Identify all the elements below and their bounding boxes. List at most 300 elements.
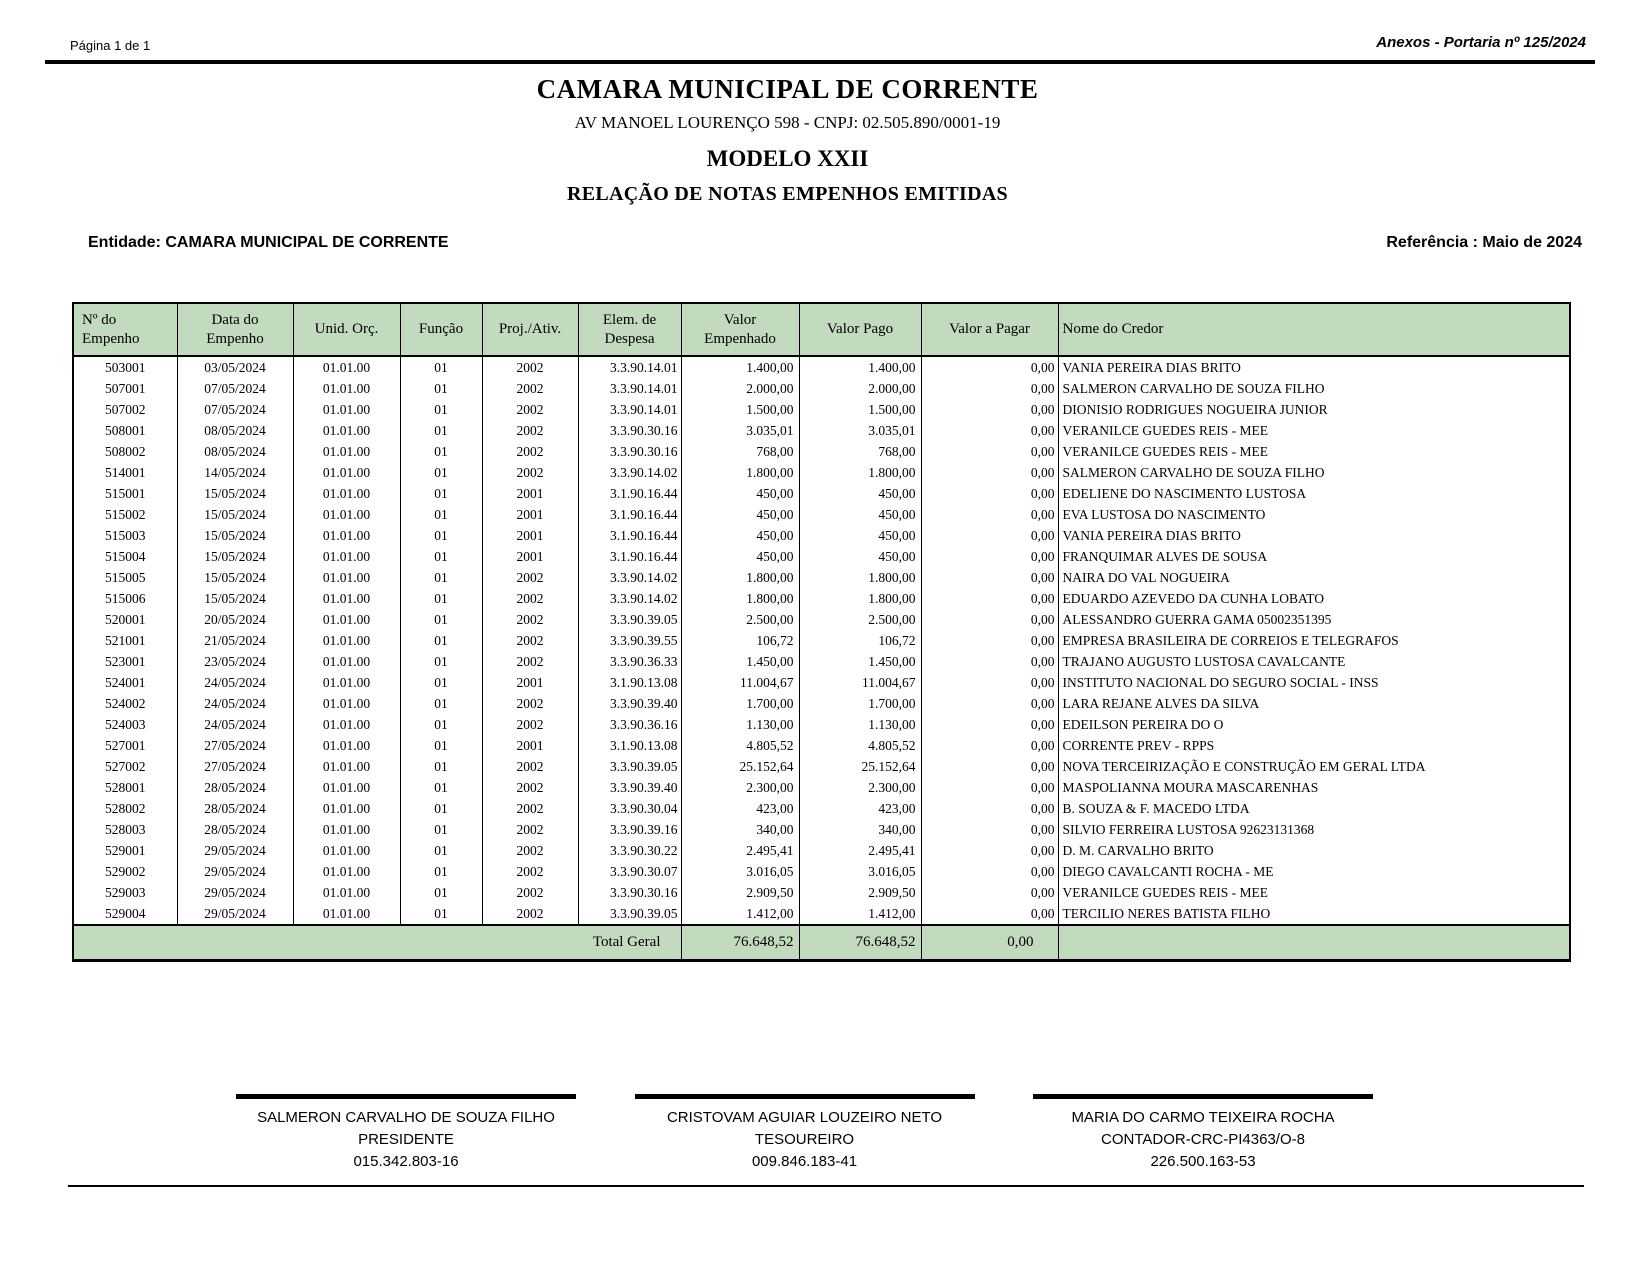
table-cell: 515003 (73, 525, 177, 546)
table-cell: 01 (400, 504, 482, 525)
table-cell: 106,72 (799, 630, 921, 651)
title-block (45, 74, 1530, 206)
table-cell: 0,00 (921, 504, 1058, 525)
table-cell: 515005 (73, 567, 177, 588)
table-cell: 3.3.90.14.01 (578, 356, 681, 378)
table-cell: 01.01.00 (293, 441, 400, 462)
table-cell: 2002 (482, 462, 578, 483)
table-cell: 25.152,64 (681, 756, 799, 777)
page-indicator: Página 1 de 1 (70, 38, 151, 53)
table-cell: 528001 (73, 777, 177, 798)
table-cell: 0,00 (921, 420, 1058, 441)
table-cell: 01 (400, 798, 482, 819)
table-cell: VERANILCE GUEDES REIS - MEE (1058, 420, 1570, 441)
table-cell: EDEILSON PEREIRA DO O (1058, 714, 1570, 735)
table-cell: 514001 (73, 462, 177, 483)
table-cell: 11.004,67 (681, 672, 799, 693)
table-cell: 21/05/2024 (177, 630, 293, 651)
signatory-name: MARIA DO CARMO TEIXEIRA ROCHA (1071, 1109, 1335, 1126)
table-cell: 01.01.00 (293, 356, 400, 378)
footer-rule (68, 1185, 1584, 1187)
table-row (73, 672, 1570, 693)
table-cell: VERANILCE GUEDES REIS - MEE (1058, 441, 1570, 462)
table-cell: 450,00 (799, 525, 921, 546)
table-row (73, 399, 1570, 420)
table-cell: 1.800,00 (681, 588, 799, 609)
table-cell: 2002 (482, 903, 578, 925)
table-cell: 423,00 (799, 798, 921, 819)
table-cell: 01.01.00 (293, 399, 400, 420)
table-cell: DIEGO CAVALCANTI ROCHA - ME (1058, 861, 1570, 882)
table-cell: 01 (400, 588, 482, 609)
table-cell: 01 (400, 462, 482, 483)
table-cell: 24/05/2024 (177, 693, 293, 714)
table-cell: 01 (400, 525, 482, 546)
table-row (73, 861, 1570, 882)
table-cell: 27/05/2024 (177, 735, 293, 756)
table-cell: 450,00 (799, 483, 921, 504)
table-cell: 2.300,00 (799, 777, 921, 798)
table-cell: 01.01.00 (293, 630, 400, 651)
table-cell: 3.3.90.14.02 (578, 567, 681, 588)
table-row (73, 651, 1570, 672)
table-cell: FRANQUIMAR ALVES DE SOUSA (1058, 546, 1570, 567)
table-cell: 2002 (482, 798, 578, 819)
total-valor-pago: 76.648,52 (799, 925, 921, 961)
table-cell: 15/05/2024 (177, 525, 293, 546)
table-cell: 01.01.00 (293, 777, 400, 798)
table-cell: 2002 (482, 693, 578, 714)
table-cell: 0,00 (921, 735, 1058, 756)
table-cell: 2.500,00 (799, 609, 921, 630)
column-header: Data do Empenho (177, 303, 293, 356)
table-cell: 01.01.00 (293, 525, 400, 546)
table-cell: 3.3.90.14.01 (578, 378, 681, 399)
column-header: Unid. Orç. (293, 303, 400, 356)
table-cell: 24/05/2024 (177, 714, 293, 735)
table-cell: 01 (400, 861, 482, 882)
table-cell: 2002 (482, 651, 578, 672)
signatory-id: 226.500.163-53 (1150, 1153, 1256, 1170)
table-row (73, 714, 1570, 735)
table-cell: 3.1.90.16.44 (578, 483, 681, 504)
table-cell: 01 (400, 630, 482, 651)
table-cell: 2002 (482, 861, 578, 882)
table-cell: 01 (400, 735, 482, 756)
table-cell: 0,00 (921, 861, 1058, 882)
table-cell: 29/05/2024 (177, 840, 293, 861)
signature-line (236, 1094, 576, 1099)
table-cell: 01 (400, 356, 482, 378)
table-cell: 450,00 (681, 525, 799, 546)
table-cell: 01.01.00 (293, 693, 400, 714)
table-cell: 01.01.00 (293, 378, 400, 399)
table-cell: 520001 (73, 609, 177, 630)
table-cell: 08/05/2024 (177, 420, 293, 441)
address-line: AV MANOEL LOURENÇO 598 - CNPJ: 02.505.890/0001-19 (574, 113, 1001, 132)
table-cell: 515004 (73, 546, 177, 567)
table-cell: 01.01.00 (293, 714, 400, 735)
table-cell: 3.3.90.14.02 (578, 462, 681, 483)
table-cell: 2002 (482, 777, 578, 798)
table-cell: D. M. CARVALHO BRITO (1058, 840, 1570, 861)
table-cell: EMPRESA BRASILEIRA DE CORREIOS E TELEGRAFOS (1058, 630, 1570, 651)
table-cell: 01 (400, 483, 482, 504)
table-cell: 01 (400, 672, 482, 693)
table-cell: 03/05/2024 (177, 356, 293, 378)
table-cell: 3.3.90.36.16 (578, 714, 681, 735)
table-cell: 2001 (482, 483, 578, 504)
table-cell: 0,00 (921, 441, 1058, 462)
total-valor-empenhado: 76.648,52 (681, 925, 799, 961)
table-cell: 528003 (73, 819, 177, 840)
table-cell: 0,00 (921, 630, 1058, 651)
table-cell: 0,00 (921, 672, 1058, 693)
header-rule (45, 60, 1595, 64)
table-cell: 529003 (73, 882, 177, 903)
table-cell: 507002 (73, 399, 177, 420)
table-cell: 3.3.90.39.16 (578, 819, 681, 840)
table-cell: DIONISIO RODRIGUES NOGUEIRA JUNIOR (1058, 399, 1570, 420)
table-cell: 3.3.90.39.05 (578, 903, 681, 925)
table-cell: VANIA PEREIRA DIAS BRITO (1058, 356, 1570, 378)
signatures-row (236, 1094, 1373, 1173)
table-row (73, 525, 1570, 546)
table-cell: 2002 (482, 756, 578, 777)
table-cell: 2.300,00 (681, 777, 799, 798)
table-cell: 515001 (73, 483, 177, 504)
table-cell: 1.130,00 (681, 714, 799, 735)
table-cell: 515006 (73, 588, 177, 609)
table-cell: 24/05/2024 (177, 672, 293, 693)
table-cell: 3.3.90.30.16 (578, 441, 681, 462)
table-cell: 524003 (73, 714, 177, 735)
table-cell: 524001 (73, 672, 177, 693)
column-header: Proj./Ativ. (482, 303, 578, 356)
table-cell: 2002 (482, 567, 578, 588)
table-cell: 2001 (482, 525, 578, 546)
table-cell: 01.01.00 (293, 861, 400, 882)
table-cell: 508002 (73, 441, 177, 462)
table-cell: 3.3.90.30.07 (578, 861, 681, 882)
total-empty-cell (1058, 925, 1570, 961)
column-header: Nome do Credor (1058, 303, 1570, 356)
table-cell: 2002 (482, 882, 578, 903)
table-cell: 2.000,00 (799, 378, 921, 399)
table-cell: 2.909,50 (799, 882, 921, 903)
table-cell: 15/05/2024 (177, 588, 293, 609)
table-row (73, 798, 1570, 819)
table-cell: 20/05/2024 (177, 609, 293, 630)
table-cell: 2001 (482, 504, 578, 525)
table-row (73, 630, 1570, 651)
table-cell: 1.412,00 (799, 903, 921, 925)
table-cell: 1.450,00 (681, 651, 799, 672)
table-cell: 3.3.90.39.05 (578, 756, 681, 777)
table-cell: 01.01.00 (293, 735, 400, 756)
table-cell: 01.01.00 (293, 504, 400, 525)
table-cell: 1.800,00 (799, 588, 921, 609)
table-cell: EDELIENE DO NASCIMENTO LUSTOSA (1058, 483, 1570, 504)
table-cell: 01.01.00 (293, 903, 400, 925)
table-cell: 28/05/2024 (177, 798, 293, 819)
table-cell: 515002 (73, 504, 177, 525)
table-cell: 14/05/2024 (177, 462, 293, 483)
table-row (73, 567, 1570, 588)
table-cell: 3.3.90.39.40 (578, 777, 681, 798)
table-cell: 01.01.00 (293, 567, 400, 588)
table-cell: 0,00 (921, 356, 1058, 378)
table-cell: 528002 (73, 798, 177, 819)
table-cell: 3.3.90.30.16 (578, 420, 681, 441)
column-header: Valor Empenhado (681, 303, 799, 356)
table-cell: 768,00 (799, 441, 921, 462)
table-row (73, 609, 1570, 630)
table-cell: 01 (400, 903, 482, 925)
table-cell: 2002 (482, 378, 578, 399)
table-cell: 3.035,01 (681, 420, 799, 441)
table-cell: 450,00 (681, 483, 799, 504)
table-cell: 2002 (482, 714, 578, 735)
table-cell: 29/05/2024 (177, 861, 293, 882)
table-cell: 23/05/2024 (177, 651, 293, 672)
table-cell: 0,00 (921, 714, 1058, 735)
signatory-name: SALMERON CARVALHO DE SOUZA FILHO (257, 1109, 555, 1126)
table-row (73, 356, 1570, 378)
table-cell: 01 (400, 819, 482, 840)
table-cell: 01 (400, 693, 482, 714)
table-cell: 2002 (482, 420, 578, 441)
entity-label: Entidade: CAMARA MUNICIPAL DE CORRENTE (88, 234, 449, 251)
table-cell: 1.800,00 (799, 567, 921, 588)
table-cell: 450,00 (681, 504, 799, 525)
table-cell: 0,00 (921, 546, 1058, 567)
table-cell: 768,00 (681, 441, 799, 462)
table-cell: 527002 (73, 756, 177, 777)
table-cell: 2002 (482, 399, 578, 420)
table-cell: 2001 (482, 672, 578, 693)
table-cell: LARA REJANE ALVES DA SILVA (1058, 693, 1570, 714)
table-cell: 01 (400, 651, 482, 672)
table-cell: 2.495,41 (681, 840, 799, 861)
table-cell: 529001 (73, 840, 177, 861)
table-cell: SILVIO FERREIRA LUSTOSA 92623131368 (1058, 819, 1570, 840)
table-cell: 340,00 (681, 819, 799, 840)
table-cell: 2002 (482, 356, 578, 378)
table-row (73, 441, 1570, 462)
table-cell: 0,00 (921, 903, 1058, 925)
table-cell: 2002 (482, 609, 578, 630)
table-cell: 01.01.00 (293, 483, 400, 504)
table-cell: 0,00 (921, 399, 1058, 420)
table-cell: 2.909,50 (681, 882, 799, 903)
column-header: Valor a Pagar (921, 303, 1058, 356)
table-cell: 106,72 (681, 630, 799, 651)
total-label: Total Geral (73, 925, 681, 961)
table-cell: 3.016,05 (681, 861, 799, 882)
table-cell: EDUARDO AZEVEDO DA CUNHA LOBATO (1058, 588, 1570, 609)
table-row (73, 819, 1570, 840)
table-cell: 28/05/2024 (177, 819, 293, 840)
column-header: Nº do Empenho (73, 303, 177, 356)
table-row (73, 882, 1570, 903)
table-cell: CORRENTE PREV - RPPS (1058, 735, 1570, 756)
empenhos-table (72, 302, 1571, 962)
table-row (73, 693, 1570, 714)
table-cell: TERCILIO NERES BATISTA FILHO (1058, 903, 1570, 925)
signature-line (1033, 1094, 1373, 1099)
table-cell: 15/05/2024 (177, 483, 293, 504)
total-row (73, 925, 1570, 961)
table-cell: 01.01.00 (293, 588, 400, 609)
table-cell: 01.01.00 (293, 798, 400, 819)
table-cell: 27/05/2024 (177, 756, 293, 777)
table-cell: 01 (400, 399, 482, 420)
meta-row (88, 234, 1582, 252)
table-cell: 29/05/2024 (177, 903, 293, 925)
table-cell: ALESSANDRO GUERRA GAMA 05002351395 (1058, 609, 1570, 630)
table-row (73, 378, 1570, 399)
table-cell: SALMERON CARVALHO DE SOUZA FILHO (1058, 462, 1570, 483)
table-cell: 01 (400, 378, 482, 399)
table-cell: 1.130,00 (799, 714, 921, 735)
table-row (73, 735, 1570, 756)
table-cell: 01.01.00 (293, 420, 400, 441)
table-cell: 01.01.00 (293, 882, 400, 903)
table-row (73, 777, 1570, 798)
signatory-role: CONTADOR-CRC-PI4363/O-8 (1101, 1131, 1305, 1148)
table-cell: 01 (400, 420, 482, 441)
table-cell: INSTITUTO NACIONAL DO SEGURO SOCIAL - INSS (1058, 672, 1570, 693)
table-cell: 1.700,00 (681, 693, 799, 714)
table-cell: 423,00 (681, 798, 799, 819)
table-cell: NAIRA DO VAL NOGUEIRA (1058, 567, 1570, 588)
table-cell: 0,00 (921, 525, 1058, 546)
table-cell: 3.3.90.39.05 (578, 609, 681, 630)
table-cell: 07/05/2024 (177, 378, 293, 399)
table-cell: 01 (400, 882, 482, 903)
table-cell: 507001 (73, 378, 177, 399)
table-cell: 1.500,00 (681, 399, 799, 420)
table-cell: 529004 (73, 903, 177, 925)
table-body (73, 356, 1570, 925)
table-cell: 01 (400, 840, 482, 861)
table-cell: 3.3.90.30.04 (578, 798, 681, 819)
table-row (73, 903, 1570, 925)
table-cell: 521001 (73, 630, 177, 651)
table-cell: SALMERON CARVALHO DE SOUZA FILHO (1058, 378, 1570, 399)
table-cell: 3.016,05 (799, 861, 921, 882)
table-cell: 01 (400, 609, 482, 630)
table-cell: 3.3.90.39.55 (578, 630, 681, 651)
table-cell: 01.01.00 (293, 609, 400, 630)
table-cell: 15/05/2024 (177, 546, 293, 567)
table-cell: 3.1.90.13.08 (578, 672, 681, 693)
table-cell: 2.495,41 (799, 840, 921, 861)
table-cell: 450,00 (681, 546, 799, 567)
table-cell: 01.01.00 (293, 819, 400, 840)
signatory-id: 015.342.803-16 (353, 1153, 459, 1170)
table-cell: 01 (400, 756, 482, 777)
table-cell: 508001 (73, 420, 177, 441)
table-cell: 4.805,52 (799, 735, 921, 756)
table-cell: 3.3.90.14.02 (578, 588, 681, 609)
table-row (73, 483, 1570, 504)
table-cell: 2002 (482, 819, 578, 840)
table-cell: 4.805,52 (681, 735, 799, 756)
table-cell: 08/05/2024 (177, 441, 293, 462)
table-cell: 01 (400, 777, 482, 798)
table-cell: 0,00 (921, 483, 1058, 504)
table-cell: 01 (400, 567, 482, 588)
signature-block (635, 1094, 975, 1173)
table-cell: 2001 (482, 735, 578, 756)
signatory-name: CRISTOVAM AGUIAR LOUZEIRO NETO (666, 1109, 943, 1126)
table-cell: 2001 (482, 546, 578, 567)
table-cell: 527001 (73, 735, 177, 756)
table-row (73, 840, 1570, 861)
table-cell: 0,00 (921, 609, 1058, 630)
column-header: Elem. de Despesa (578, 303, 681, 356)
table-cell: 28/05/2024 (177, 777, 293, 798)
table-cell: 524002 (73, 693, 177, 714)
table-row (73, 420, 1570, 441)
table-cell: 0,00 (921, 756, 1058, 777)
table-cell: 11.004,67 (799, 672, 921, 693)
table-cell: 1.700,00 (799, 693, 921, 714)
table-cell: 15/05/2024 (177, 504, 293, 525)
table-cell: 3.1.90.13.08 (578, 735, 681, 756)
signature-line (635, 1094, 975, 1099)
table-cell: 3.3.90.30.16 (578, 882, 681, 903)
table-cell: VANIA PEREIRA DIAS BRITO (1058, 525, 1570, 546)
table-cell: 0,00 (921, 882, 1058, 903)
table-cell: 25.152,64 (799, 756, 921, 777)
table-cell: 1.800,00 (799, 462, 921, 483)
table-cell: 01.01.00 (293, 840, 400, 861)
table-header-row (73, 303, 1570, 356)
table-cell: 1.800,00 (681, 567, 799, 588)
table-cell: 2002 (482, 840, 578, 861)
table-cell: MASPOLIANNA MOURA MASCARENHAS (1058, 777, 1570, 798)
table-cell: TRAJANO AUGUSTO LUSTOSA CAVALCANTE (1058, 651, 1570, 672)
table-cell: 01 (400, 546, 482, 567)
table-cell: 0,00 (921, 462, 1058, 483)
table-row (73, 546, 1570, 567)
table-cell: NOVA TERCEIRIZAÇÃO E CONSTRUÇÃO EM GERAL LTDA (1058, 756, 1570, 777)
table-cell: 450,00 (799, 504, 921, 525)
table-cell: 503001 (73, 356, 177, 378)
table-cell: 2002 (482, 441, 578, 462)
table-cell: 1.450,00 (799, 651, 921, 672)
table-cell: 0,00 (921, 693, 1058, 714)
table-cell: 01.01.00 (293, 462, 400, 483)
table-cell: 0,00 (921, 840, 1058, 861)
table-row (73, 756, 1570, 777)
org-name: CAMARA MUNICIPAL DE CORRENTE (536, 74, 1039, 104)
table-cell: 0,00 (921, 378, 1058, 399)
table-row (73, 588, 1570, 609)
column-header: Função (400, 303, 482, 356)
reference-label: Referência : Maio de 2024 (1386, 234, 1582, 251)
table-cell: 3.3.90.36.33 (578, 651, 681, 672)
table-cell: 0,00 (921, 819, 1058, 840)
table-cell: 1.400,00 (681, 356, 799, 378)
table-cell: 523001 (73, 651, 177, 672)
table-cell: 01.01.00 (293, 672, 400, 693)
column-header: Valor Pago (799, 303, 921, 356)
table-cell: 3.1.90.16.44 (578, 546, 681, 567)
